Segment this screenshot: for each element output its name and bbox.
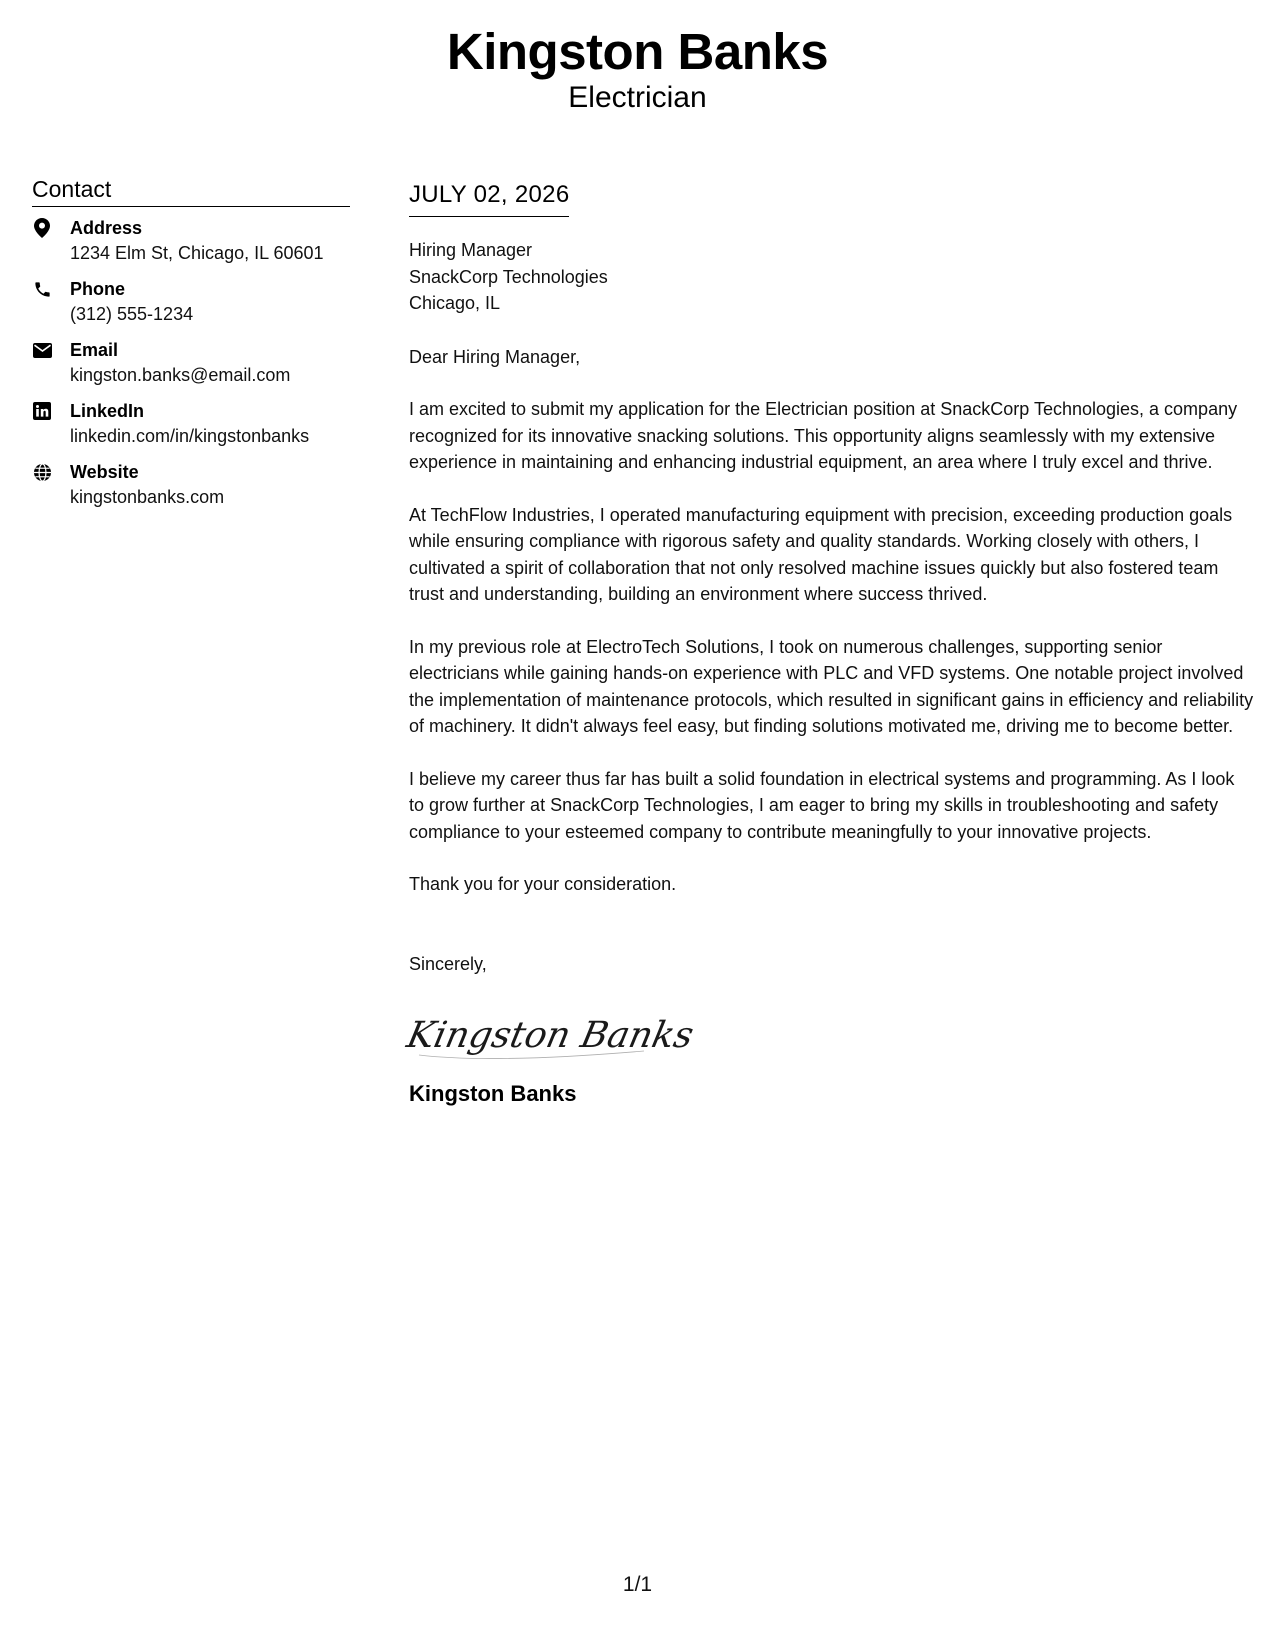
body-paragraph: I am excited to submit my application for the Electrician position at SnackCorp Technologies, a company recognized for its innovative snacking solutions. This opportunity aligns seamlessly with my extensive experience in maintaining and enhancing industrial equipment, an area where I truly excel and thrive. <box>409 399 1238 472</box>
contact-item-website <box>32 460 350 510</box>
letter-header <box>0 22 1275 116</box>
contact-label: Website <box>70 462 139 482</box>
body-paragraph: I believe my career thus far has built a solid foundation in electrical systems and programming. As I look to grow further at SnackCorp Technologies, I am eager to bring my skills in troubleshooting and safety compliance to your esteemed company to contribute meaningfully to your innovative projects. <box>409 768 1235 842</box>
letter-date: JULY 02, 2026 <box>409 180 569 217</box>
signature-text: Kingston Banks <box>403 1013 698 1056</box>
recipient-block <box>409 237 1254 317</box>
address-value: 1234 Elm St, Chicago, IL 60601 <box>70 243 324 263</box>
recipient-title: Hiring Manager <box>409 240 533 260</box>
recipient-company: SnackCorp Technologies <box>409 266 608 287</box>
contact-label: Phone <box>70 279 126 299</box>
globe-icon <box>32 462 52 482</box>
body-paragraph: In my previous role at ElectroTech Solutions, I took on numerous challenges, supporting senior electricians while gaining hands-on experience with PLC and VFD systems. One notable project involved the implementation of maintenance protocols, which resulted in significant gains in efficiency and reliability of machinery. It didn't always feel easy, but finding solutions motivated me, driving me to become better. <box>409 636 1254 736</box>
map-pin-icon <box>32 218 52 238</box>
body-paragraph: At TechFlow Industries, I operated manufacturing equipment with precision, exceeding production goals while ensuring compliance with rigorous safety and quality standards. Working closely with others, I cultivated a spirit of collaboration that not only resolved machine issues quickly but also fostered team trust and understanding, building an environment where success thrived. <box>409 504 1233 604</box>
closing: Sincerely, <box>409 953 487 974</box>
contact-item-address <box>32 216 350 266</box>
linkedin-icon <box>32 401 52 421</box>
applicant-name: Kingston Banks <box>446 23 829 80</box>
signer-name: Kingston Banks <box>409 1081 577 1106</box>
letter-body <box>403 180 1254 1109</box>
contact-label: LinkedIn <box>70 401 145 421</box>
contact-item-phone <box>32 277 350 327</box>
contact-sidebar <box>32 174 350 521</box>
contact-label: Address <box>70 218 143 238</box>
contact-item-email <box>32 338 350 388</box>
salutation: Dear Hiring Manager, <box>409 346 581 367</box>
page-number: 1/1 <box>622 1573 653 1596</box>
envelope-icon <box>32 340 52 360</box>
contact-title: Contact <box>32 174 350 207</box>
applicant-role: Electrician <box>568 81 707 114</box>
recipient-location: Chicago, IL <box>409 293 501 313</box>
phone-icon <box>32 279 52 299</box>
linkedin-value: linkedin.com/in/kingstonbanks <box>70 426 310 446</box>
contact-item-linkedin <box>32 399 350 449</box>
handwritten-signature <box>403 1001 698 1071</box>
phone-value: (312) 555-1234 <box>70 304 194 324</box>
thank-you-line: Thank you for your consideration. <box>409 874 677 894</box>
website-value: kingstonbanks.com <box>70 487 225 507</box>
email-value: kingston.banks@email.com <box>70 365 291 385</box>
contact-label: Email <box>70 340 119 360</box>
